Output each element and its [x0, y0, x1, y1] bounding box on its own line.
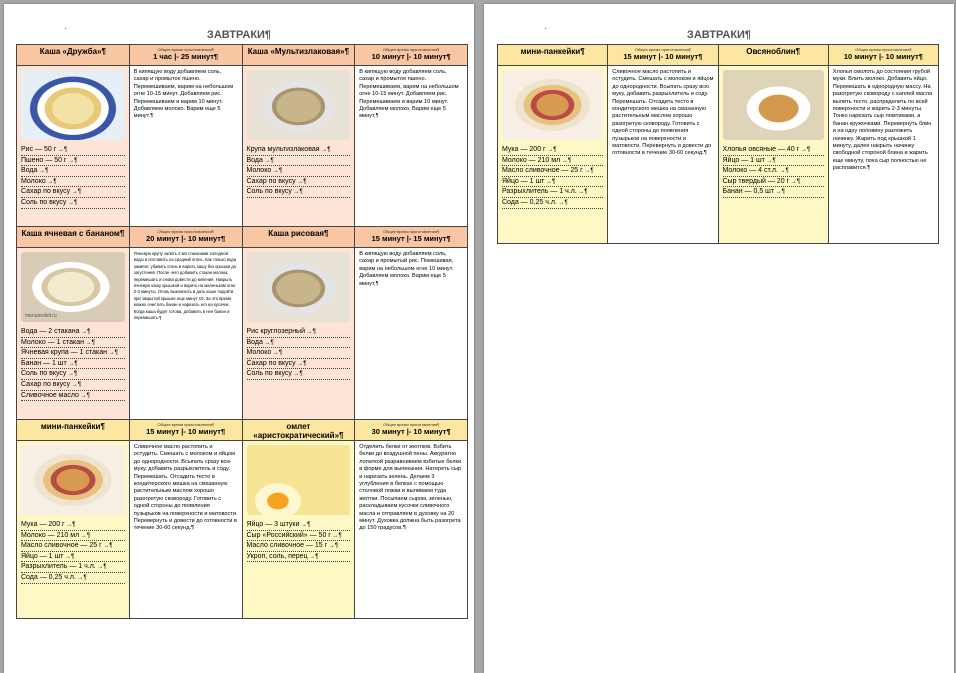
dish-name: Овсяноблин¶ [746, 47, 801, 56]
ingredient-item: Вода →¶ [21, 167, 125, 177]
ingredient-item: Яйцо — 1 шт →¶ [723, 157, 824, 167]
steps-text: В кипящую воду добавляем соль, сахар и промытое пшено. Перемешиваем, варим на небольшом огне 10-15 минут. Добавляем рис. Перемешиваем и варим 10 минут. Добавляем молоко. Варим еще 5 минут.¶ [129, 66, 242, 227]
time-caption: Общее время приготовления¶ [157, 229, 214, 234]
dish-photo [502, 70, 603, 140]
dish-name-cell [718, 45, 828, 66]
ingredient-item: Сыр «Российский» — 50 г →¶ [247, 532, 351, 542]
ingredient-list [247, 146, 351, 198]
ingredients-cell [242, 66, 355, 227]
time-cell [608, 45, 718, 66]
ingredient-item: Сахар по вкусу →¶ [21, 188, 125, 198]
ingredient-item: Молоко →¶ [247, 349, 351, 359]
steps-text: В кипящую воду добавляем соль, сахар и промытый рис. Помешивая, варим на небольшом огне 10 минут. Добавляем молоко. Варим еще 5 минут.¶ [355, 248, 468, 420]
ingredient-item: Вода →¶ [247, 157, 351, 167]
ingredient-item: Молоко — 210 мл →¶ [502, 157, 603, 167]
ingredient-item: Соль по вкусу →¶ [21, 370, 125, 380]
ingredient-item: Соль по вкусу →¶ [247, 188, 351, 198]
steps-text: Ячневую крупу залить 2 мя стаканами холодной воды и поставить на средний огонь. Как только вода закипит, убавить огонь и варить кашу без крышки до загустения. После чего добавить стакан молока, перемешать и снова довести до кипения. Накрыть ячневую кашу крышкой и варить на маленьком огне 2-3 минуты. Огонь выключить и дать каше подойти при закрытой крышке еще минут 10. За это время можно очистить банан и нарезать его на кусочки. Когда каша будет готова, добавить в нее банан и перемешать.¶ [129, 248, 242, 420]
dish-name: Каша ячневая с бананом¶ [21, 229, 125, 238]
steps-text: Сливочное масло растопить и остудить. Смешать с молоком и яйцом до однородности. Всыпать сразу всю муку, добавить разрыхлитель и соду. Перемешать. Отсадить тесто в кондитерского мешка на смазанную растительным маслом хорошо разогретую сковороду. Готовить с одной стороны до появления пузырьков на поверхности и матовости. Перевернуть и довести до готовности в течение 30-60 секунд.¶ [129, 441, 242, 619]
ingredient-list [247, 521, 351, 562]
time-cell [355, 227, 468, 248]
ingredient-list [21, 328, 125, 401]
ingredient-item: Банан — 0,5 шт →¶ [723, 188, 824, 198]
ingredient-item: Молоко — 210 мл →¶ [21, 532, 125, 542]
dish-photo [723, 70, 824, 140]
recipe-body-row [498, 66, 939, 244]
steps-text: Хлопья смолоть до состояния грубой муки. Влить молоко. Добавить яйцо. Перемешать в однородную массу. На разогретую сковороду с каплей масла вылить тесто, распределить по всей поверхности и жарить 2-3 минуты. Тонко нарезать сыр ломтиками, а банан кружочками. Перевернуть блин и на одну половину разложить начинку. Жарить под крышкой 1 минуту, далее накрыть начинку свободной стороной блина и жарить еще минуту, пока сыр полностью не расплавится.¶ [828, 66, 938, 244]
steps-text: В кипящую воду добавляем соль, сахар и промытое пшено. Перемешиваем, варим на небольшом огне 10-15 минут. Добавляем рис. Перемешиваем и варим 10 минут. Добавляем молоко. Варим еще 5 минут.¶ [355, 66, 468, 227]
page-title: ЗАВТРАКИ¶ [686, 29, 752, 41]
ingredient-item: Разрыхлитель — 1 ч.л. →¶ [21, 563, 125, 573]
ingredients-cell [242, 441, 355, 619]
dish-photo [247, 445, 351, 515]
dish-name: омлет «аристократический»¶ [253, 422, 344, 440]
ingredient-item: Молоко — 4 ст.л. →¶ [723, 167, 824, 177]
ingredients-cell [718, 66, 828, 244]
cook-time: 1 час |- 25 минут¶ [153, 52, 219, 61]
time-caption: Общее время приготовления¶ [855, 47, 912, 52]
dish-name-cell [17, 227, 130, 248]
ingredient-item: Сыр твердый — 20 г →¶ [723, 178, 824, 188]
dish-name: мини-панкейки¶ [40, 422, 105, 431]
recipe-header-row [498, 45, 939, 66]
ingredient-item: Банан — 1 шт →¶ [21, 360, 125, 370]
cook-time: 10 минут |- 10 минут¶ [371, 52, 451, 61]
ingredient-item: Крупа мультизлаковая →¶ [247, 146, 351, 156]
steps-text: Сливочное масло растопить и остудить. Смешать с молоком и яйцом до однородности. Всыпать сразу всю муку, добавить разрыхлитель и соду. Перемешать. Отсадить тесто в кондитерского мешка на смазанную растительным маслом хорошо разогретую сковороду. Готовить с одной стороны до появления пузырьков на поверхности и матовости. Перевернуть и довести до готовности в течение 30-60 секунд.¶ [608, 66, 718, 244]
ingredients-cell [17, 248, 130, 420]
dish-name: мини-панкейки¶ [520, 47, 585, 56]
ingredients-cell [498, 66, 608, 244]
recipe-table [16, 44, 468, 619]
cook-time: 30 минут |- 10 минут¶ [371, 427, 451, 436]
dish-name: Каша рисовая¶ [268, 229, 329, 238]
ingredient-item: Молоко →¶ [21, 178, 125, 188]
dish-photo [21, 252, 125, 322]
ingredient-item: Пшено — 50 г →¶ [21, 157, 125, 167]
time-caption: Общее время приготовления¶ [157, 47, 214, 52]
time-cell [129, 45, 242, 66]
dish-photo [247, 70, 351, 140]
ingredient-item: Рис круглозерный →¶ [247, 328, 351, 338]
ingredient-item: Яйцо — 3 штуки →¶ [247, 521, 351, 531]
dish-name-cell [17, 45, 130, 66]
ingredient-item: Ячневая крупа — 1 стакан →¶ [21, 349, 125, 359]
document-page-2 [484, 4, 954, 673]
paragraph-mark: · [64, 24, 67, 33]
dish-name-cell [17, 420, 130, 441]
ingredient-item: Сахар по вкусу →¶ [247, 178, 351, 188]
ingredient-item: Вода — 2 стакана →¶ [21, 328, 125, 338]
dish-name-cell [242, 227, 355, 248]
ingredient-item: Яйцо — 1 шт →¶ [502, 178, 603, 188]
cook-time: 15 минут |- 10 минут¶ [623, 52, 703, 61]
dish-name-cell [242, 420, 355, 441]
ingredients-cell [242, 248, 355, 420]
recipe-header-row [17, 45, 468, 66]
ingredient-item: Масло сливочное — 25 г →¶ [502, 167, 603, 177]
time-caption: Общее время приготовления¶ [382, 47, 440, 52]
ingredient-item: Соль по вкусу →¶ [21, 199, 125, 209]
ingredient-item: Укроп, соль, перец →¶ [247, 553, 351, 563]
recipe-table [497, 44, 939, 244]
ingredient-item: Мука — 200 г →¶ [502, 146, 603, 156]
ingredient-item: Разрыхлитель — 1 ч.л. →¶ [502, 188, 603, 198]
ingredient-list [723, 146, 824, 198]
dish-photo [21, 445, 125, 515]
time-cell [129, 227, 242, 248]
paragraph-mark: · [544, 24, 547, 33]
time-cell [355, 420, 468, 441]
ingredient-list [247, 328, 351, 380]
ingredient-item: Масло сливочное — 25 г →¶ [21, 542, 125, 552]
dish-name: Каша «Дружба»¶ [39, 47, 106, 56]
ingredient-item: Сахар по вкусу →¶ [247, 360, 351, 370]
time-caption: Общее время приготовления¶ [382, 422, 440, 427]
ingredient-item: Вода →¶ [247, 339, 351, 349]
page-title: ЗАВТРАКИ¶ [206, 29, 272, 41]
dish-photo [21, 70, 125, 140]
recipe-body-row [17, 441, 468, 619]
time-caption: Общее время приготовления¶ [157, 422, 214, 427]
ingredient-item: Мука — 200 г →¶ [21, 521, 125, 531]
ingredient-item: Сода — 0,25 ч.л. →¶ [502, 199, 603, 209]
cook-time: 15 минут |- 15 минут¶ [371, 234, 451, 243]
document-page-1 [4, 4, 474, 673]
ingredient-item: Хлопья овсяные — 40 г →¶ [723, 146, 824, 156]
cook-time: 20 минут |- 10 минут¶ [146, 234, 226, 243]
ingredient-item: Сахар по вкусу →¶ [21, 381, 125, 391]
recipe-header-row [17, 420, 468, 441]
time-cell [355, 45, 468, 66]
dish-name-cell [242, 45, 355, 66]
ingredient-item: Сливочное масло →¶ [21, 392, 125, 402]
ingredient-item: Масло сливочное — 15 г →¶ [247, 542, 351, 552]
ingredient-item: Молоко — 1 стакан →¶ [21, 339, 125, 349]
ingredient-item: Яйцо — 1 шт →¶ [21, 553, 125, 563]
ingredient-list [21, 521, 125, 584]
steps-text: Отделить белки от желтков. Взбить белки до воздушной пены. Аккуратно лопаткой разравниваем взбитые белки в форме для выпекания. Натереть сыр и нарезать зелень. Делаем 3 углубления в белках с помощью столовой ложки и выливаем туда желтки. Посыпаем сыром, зеленью, раскладываем кусочки сливочного масла и отправляем в духовку на 20 минут. Духовка должна быть разогрета до 150 градусов.¶ [355, 441, 468, 619]
ingredient-item: Соль по вкусу →¶ [247, 370, 351, 380]
ingredient-list [21, 146, 125, 209]
ingredient-item: Сода — 0,25 ч.л. →¶ [21, 574, 125, 584]
ingredients-cell [17, 66, 130, 227]
cook-time: 15 минут |- 10 минут¶ [146, 427, 226, 436]
time-cell [129, 420, 242, 441]
ingredients-cell [17, 441, 130, 619]
dish-name: Каша «Мультизлаковая»¶ [247, 47, 350, 56]
ingredient-item: Молоко →¶ [247, 167, 351, 177]
recipe-body-row [17, 66, 468, 227]
recipe-body-row [17, 248, 468, 420]
ingredient-list [502, 146, 603, 209]
cook-time: 10 минут |- 10 минут¶ [843, 52, 923, 61]
time-cell [828, 45, 938, 66]
photo-watermark: menunedeli.ru [25, 313, 57, 319]
dish-photo [247, 252, 351, 322]
ingredient-item: Рис — 50 г →¶ [21, 146, 125, 156]
time-caption: Общее время приготовления¶ [634, 47, 692, 52]
dish-name-cell [498, 45, 608, 66]
recipe-header-row [17, 227, 468, 248]
time-caption: Общее время приготовления¶ [382, 229, 440, 234]
